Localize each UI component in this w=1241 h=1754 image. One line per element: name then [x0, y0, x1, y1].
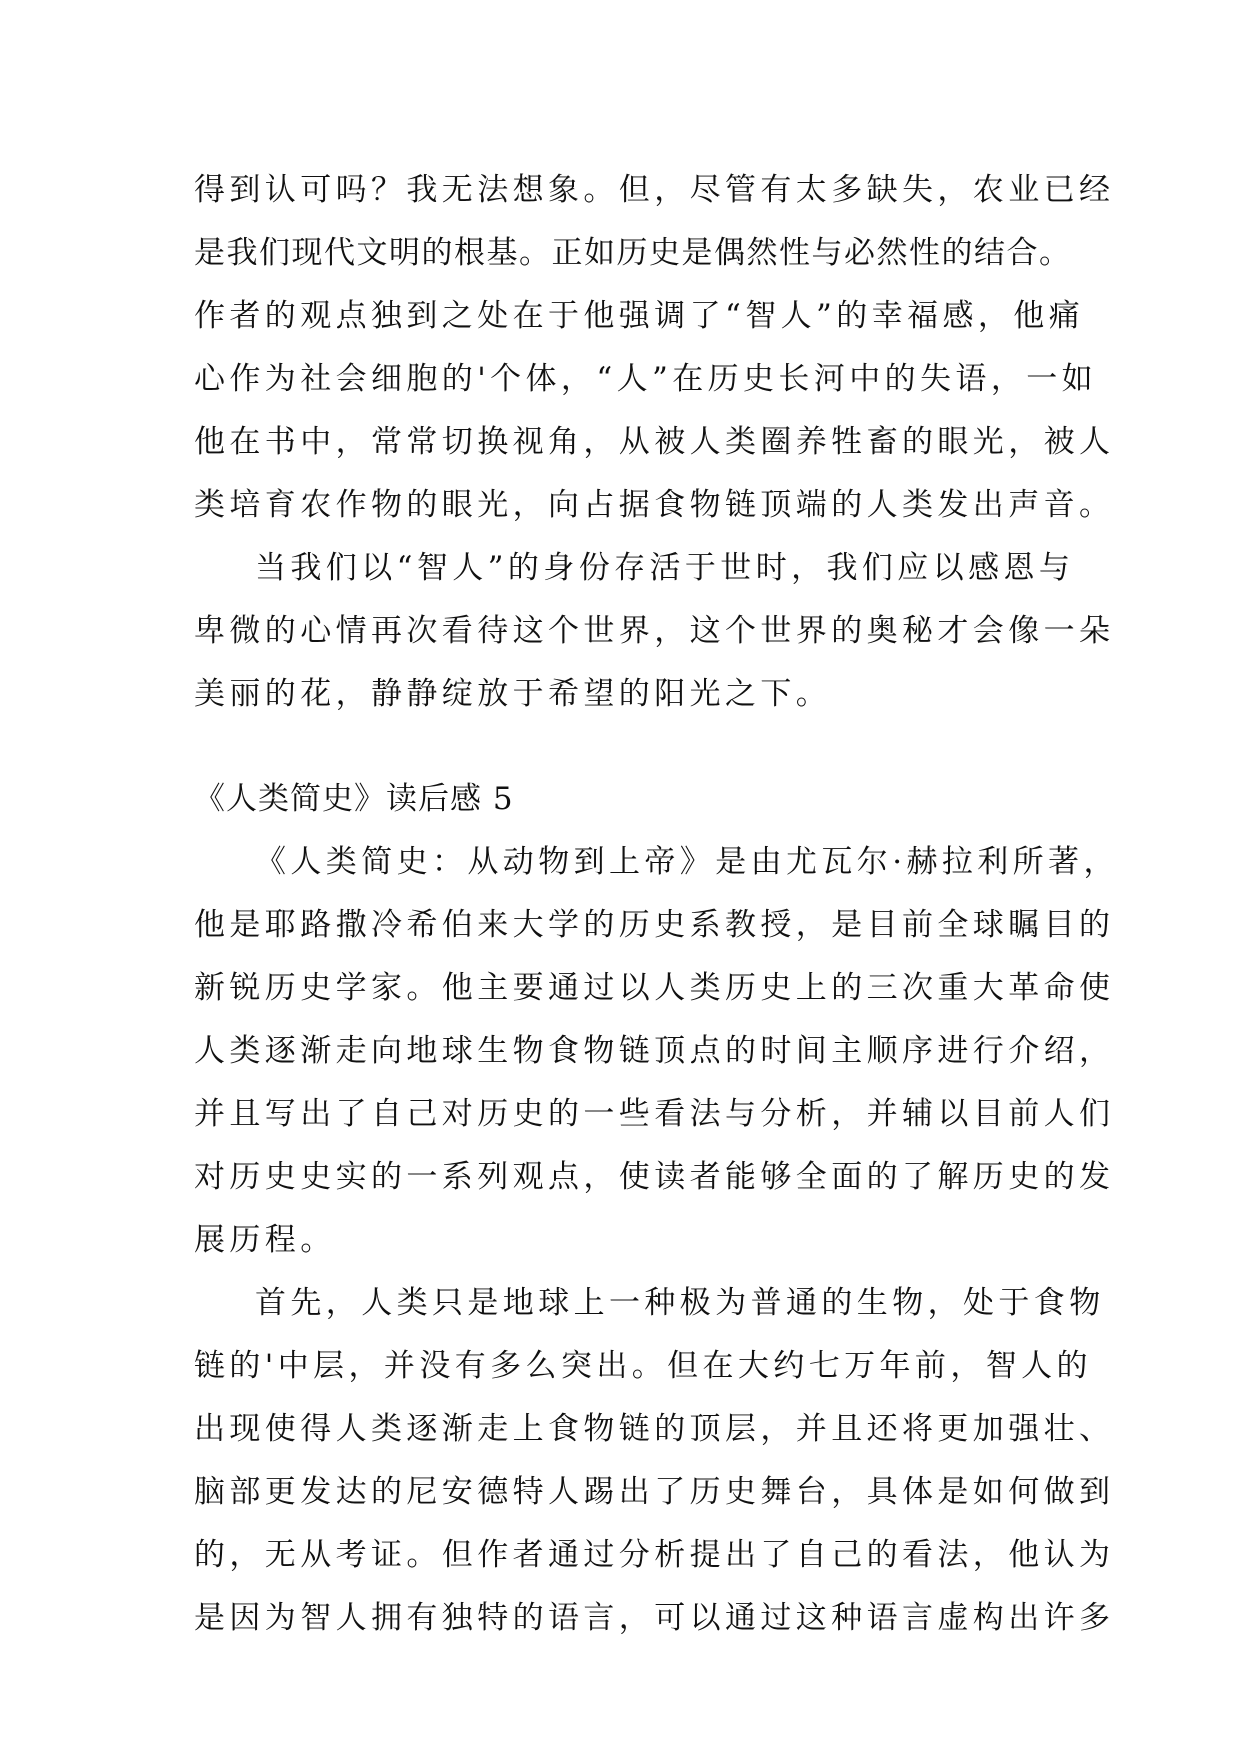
- paragraph-line: 展历程。: [194, 1222, 336, 1258]
- paragraph-line: 卑微的心情再次看待这个世界，这个世界的奥秘才会像一朵: [194, 613, 1115, 649]
- paragraph-line: 人类逐渐走向地球生物食物链顶点的时间主顺序进行介绍，: [194, 1033, 1115, 1069]
- paragraph-line: 是我们现代文明的根基。正如历史是偶然性与必然性的结合。: [194, 235, 1072, 271]
- paragraph-line: 美丽的花，静静绽放于希望的阳光之下。: [194, 676, 832, 712]
- paragraph-line: 是因为智人拥有独特的语言，可以通过这种语言虚构出许多: [194, 1600, 1115, 1636]
- paragraph-line: 脑部更发达的尼安德特人踢出了历史舞台，具体是如何做到: [194, 1474, 1115, 1510]
- paragraph-line: 心作为社会细胞的'个体，“人”在历史长河中的失语，一如: [194, 361, 1098, 397]
- paragraph-line: 当我们以“智人”的身份存活于世时，我们应以感恩与: [255, 550, 1075, 586]
- paragraph-line: 作者的观点独到之处在于他强调了“智人”的幸福感，他痛: [194, 298, 1085, 334]
- paragraph-line: 首先，人类只是地球上一种极为普通的生物，处于食物: [255, 1285, 1105, 1321]
- paragraph-line: 出现使得人类逐渐走上食物链的顶层，并且还将更加强壮、: [194, 1411, 1115, 1447]
- paragraph-line: 他在书中，常常切换视角，从被人类圈养牲畜的眼光，被人: [194, 424, 1115, 460]
- paragraph-line: 得到认可吗？我无法想象。但，尽管有太多缺失，农业已经: [194, 172, 1115, 208]
- paragraph-line: 他是耶路撒冷希伯来大学的历史系教授，是目前全球瞩目的: [194, 907, 1115, 943]
- paragraph-line: 《人类简史：从动物到上帝》是由尤瓦尔·赫拉利所著，: [255, 844, 1119, 880]
- paragraph-line: 的，无从考证。但作者通过分析提出了自己的看法，他认为: [194, 1537, 1115, 1573]
- section-heading: 《人类简史》读后感 5: [194, 781, 514, 817]
- paragraph-line: 新锐历史学家。他主要通过以人类历史上的三次重大革命使: [194, 970, 1115, 1006]
- paragraph-line: 对历史史实的一系列观点，使读者能够全面的了解历史的发: [194, 1159, 1115, 1195]
- paragraph-line: 链的'中层，并没有多么突出。但在大约七万年前，智人的: [194, 1348, 1092, 1384]
- paragraph-line: 类培育农作物的眼光，向占据食物链顶端的人类发出声音。: [194, 487, 1115, 523]
- paragraph-line: 并且写出了自己对历史的一些看法与分析，并辅以目前人们: [194, 1096, 1115, 1132]
